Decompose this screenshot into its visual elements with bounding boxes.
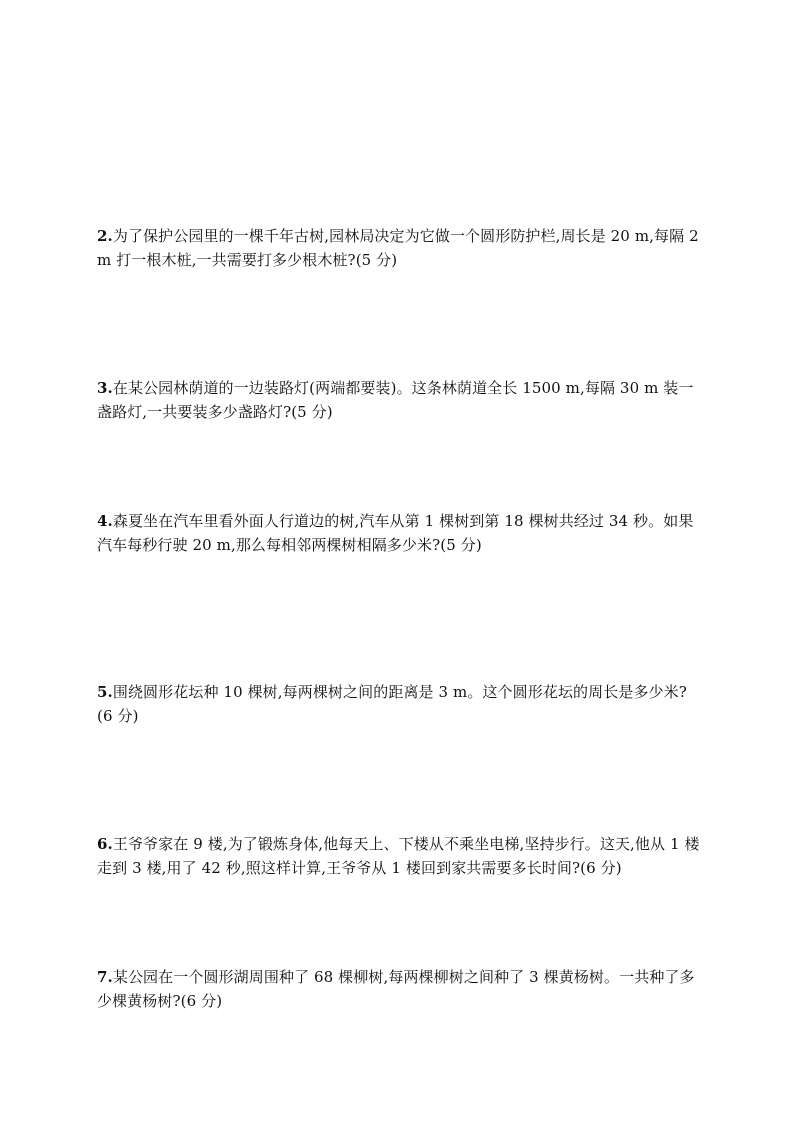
question-4 bbox=[97, 509, 701, 557]
question-3 bbox=[97, 376, 701, 424]
question-2 bbox=[97, 224, 701, 272]
question-text: 为了保护公园里的一棵千年古树,园林局决定为它做一个圆形防护栏,周长是 20 m,每隔 2 m 打一根木桩,一共需要打多少根木桩?(5 分) bbox=[97, 227, 699, 269]
question-text: 森夏坐在汽车里看外面人行道边的树,汽车从第 1 棵树到第 18 棵树共经过 34 秒。如果汽车每秒行驶 20 m,那么每相邻两棵树相隔多少米?(5 分) bbox=[97, 512, 694, 554]
question-number: 5. bbox=[97, 683, 113, 701]
question-text: 在某公园林荫道的一边装路灯(两端都要装)。这条林荫道全长 1500 m,每隔 30 m 装一盏路灯,一共要装多少盏路灯?(5 分) bbox=[97, 379, 694, 421]
question-text: 围绕圆形花坛种 10 棵树,每两棵树之间的距离是 3 m。这个圆形花坛的周长是多少米?(6 分) bbox=[97, 683, 687, 725]
question-6 bbox=[97, 832, 701, 880]
question-text: 王爷爷家在 9 楼,为了锻炼身体,他每天上、下楼从不乘坐电梯,坚持步行。这天,他从 1 楼走到 3 楼,用了 42 秒,照这样计算,王爷爷从 1 楼回到家共需要多长时间?(6 分) bbox=[97, 835, 700, 877]
question-text: 某公园在一个圆形湖周围种了 68 棵柳树,每两棵柳树之间种了 3 棵黄杨树。一共种了多少棵黄杨树?(6 分) bbox=[97, 968, 695, 1010]
question-number: 3. bbox=[97, 379, 113, 397]
question-number: 7. bbox=[97, 968, 113, 986]
question-number: 2. bbox=[97, 227, 113, 245]
question-number: 6. bbox=[97, 835, 113, 853]
question-number: 4. bbox=[97, 512, 113, 530]
question-5 bbox=[97, 680, 701, 728]
question-7 bbox=[97, 965, 701, 1013]
